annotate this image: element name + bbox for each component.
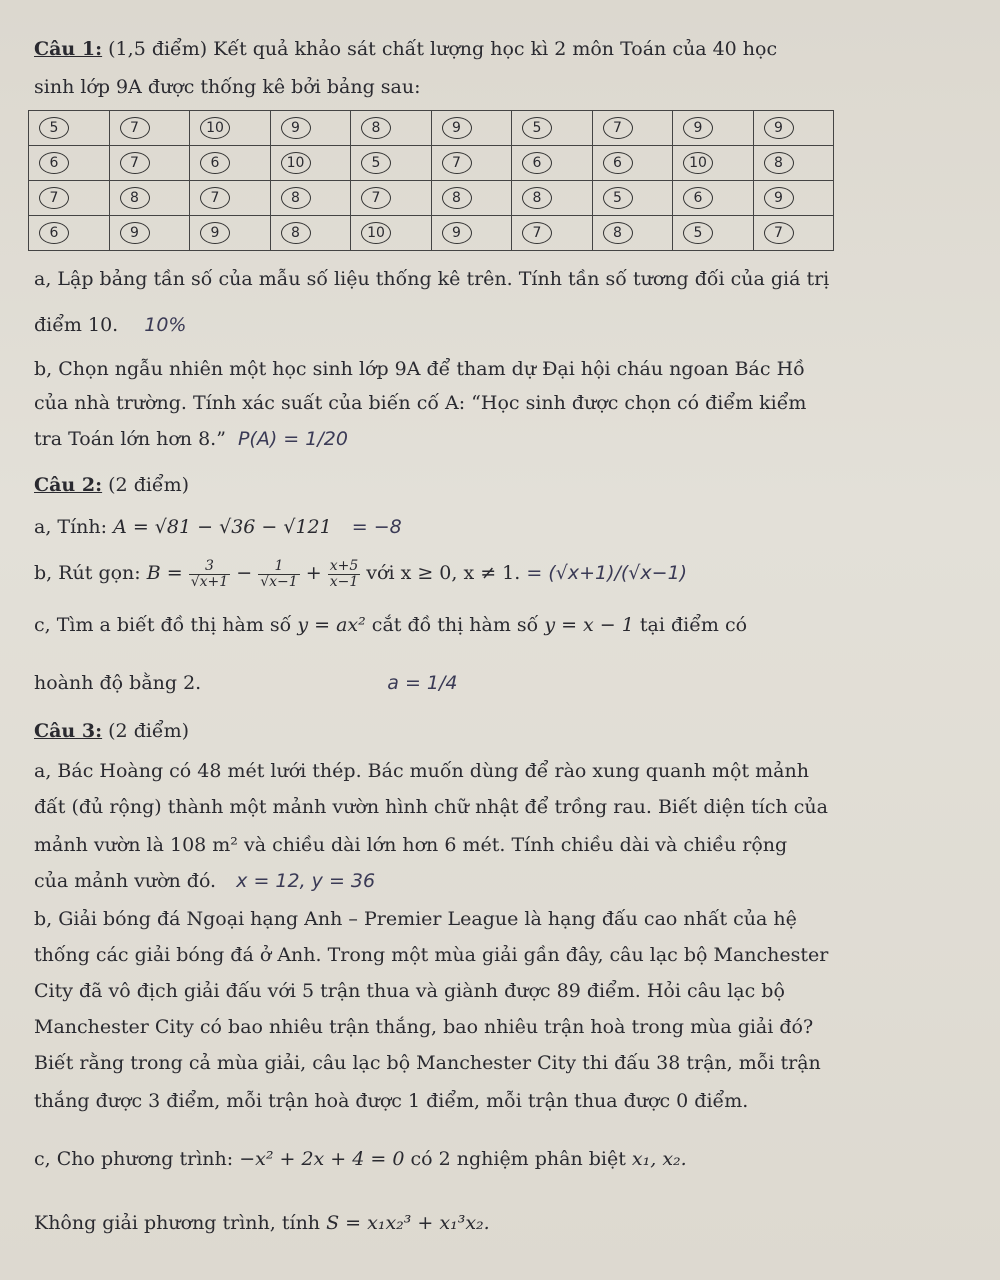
score-cell (673, 111, 754, 146)
circled-score: 8 (281, 187, 311, 209)
score-cell (431, 146, 512, 181)
score-cell (109, 181, 190, 216)
q2-b-f2-den: √x−1 (260, 573, 298, 590)
circled-score: 5 (522, 117, 552, 139)
score-cell (29, 216, 110, 251)
q2-b-f3-num: x+5 (329, 557, 359, 574)
circled-score: 8 (522, 187, 552, 209)
circled-score: 7 (603, 117, 633, 139)
q2-c-expr2: y = x − 1 (544, 614, 634, 636)
q2-c-line1 (34, 612, 747, 638)
score-cell (753, 216, 834, 251)
score-cell (29, 111, 110, 146)
q1-a-line2 (34, 312, 186, 338)
q1-b-line3 (34, 426, 348, 452)
circled-score: 9 (442, 222, 472, 244)
q2-b-label: b, Rút gọn: (34, 562, 147, 584)
q2-a-label: a, Tính: (34, 516, 114, 538)
q2-b-handwritten-answer: = (√x+1)/(√x−1) (526, 562, 688, 584)
circled-score: 7 (200, 187, 230, 209)
score-cell (190, 111, 271, 146)
circled-score: 7 (361, 187, 391, 209)
circled-score: 7 (764, 222, 794, 244)
circled-score: 9 (683, 117, 713, 139)
q2-b-condition: với x ≥ 0, x ≠ 1. (366, 562, 521, 584)
q3-c-line1 (34, 1146, 687, 1172)
circled-score: 6 (683, 187, 713, 209)
q2-b-f3-den: x−1 (329, 573, 359, 590)
circled-score: 6 (39, 152, 69, 174)
circled-score: 8 (120, 187, 150, 209)
q3-b-line4: Manchester City có bao nhiêu trận thắng, bao nhiêu trận hoà trong mùa giải đó? (34, 1016, 814, 1038)
q1-intro-line2: sinh lớp 9A được thống kê bởi bảng sau: (34, 76, 421, 98)
score-cell (351, 111, 432, 146)
score-cell (270, 111, 351, 146)
circled-score: 6 (603, 152, 633, 174)
score-cell (592, 146, 673, 181)
q3-b-line5: Biết rằng trong cả mùa giải, câu lạc bộ Manchester City thi đấu 38 trận, mỗi trận (34, 1052, 821, 1074)
q2-b-lhs: B = (146, 562, 189, 584)
q2-b-fraction-3 (328, 559, 361, 590)
circled-score: 8 (603, 222, 633, 244)
q3-a-line1: a, Bác Hoàng có 48 mét lưới thép. Bác muốn dùng để rào xung quanh một mảnh (34, 760, 809, 782)
q2-c-text-c: tại điểm có (633, 614, 748, 636)
circled-score: 6 (200, 152, 230, 174)
q3-c-text-2: Không giải phương trình, tính (34, 1212, 327, 1234)
circled-score: 8 (361, 117, 391, 139)
score-cell (351, 181, 432, 216)
q2-heading-line (34, 472, 189, 498)
q3-c-text-a: c, Cho phương trình: (34, 1148, 240, 1170)
circled-score: 5 (361, 152, 391, 174)
q3-a-line4 (34, 868, 375, 894)
q2-c-expr1: y = ax² (297, 614, 366, 636)
score-table-row (29, 146, 834, 181)
q2-b-fraction-1 (189, 559, 230, 590)
circled-score: 5 (603, 187, 633, 209)
q3-a-line2: đất (đủ rộng) thành một mảnh vườn hình chữ nhật để trồng rau. Biết diện tích của (34, 796, 828, 818)
q3-c-roots: x₁, x₂. (631, 1148, 687, 1170)
score-cell (673, 146, 754, 181)
score-cell (431, 216, 512, 251)
q2-b-f1-num: 3 (189, 559, 230, 575)
score-cell (592, 216, 673, 251)
score-cell (190, 216, 271, 251)
q1-b-text: tra Toán lớn hơn 8.” (34, 428, 226, 450)
circled-score: 9 (281, 117, 311, 139)
score-cell (190, 181, 271, 216)
circled-score: 10 (683, 152, 713, 174)
score-cell (431, 181, 512, 216)
score-table-row (29, 111, 834, 146)
score-cell (190, 146, 271, 181)
q2-c-text-2: hoành độ bằng 2. (34, 672, 202, 694)
score-cell (753, 181, 834, 216)
score-cell (29, 146, 110, 181)
circled-score: 6 (39, 222, 69, 244)
score-cell (512, 111, 593, 146)
q1-a-line1: a, Lập bảng tần số của mẫu số liệu thống kê trên. Tính tần số tương đối của giá trị (34, 268, 830, 290)
circled-score: 6 (522, 152, 552, 174)
score-cell (673, 181, 754, 216)
score-table (28, 110, 834, 251)
q3-b-line1: b, Giải bóng đá Ngoại hạng Anh – Premier League là hạng đấu cao nhất của hệ (34, 908, 797, 930)
circled-score: 9 (764, 117, 794, 139)
circled-score: 10 (361, 222, 391, 244)
q1-intro-text: (1,5 điểm) Kết quả khảo sát chất lượng học kì 2 môn Toán của 40 học (102, 38, 778, 60)
circled-score: 7 (120, 152, 150, 174)
score-cell (592, 111, 673, 146)
score-cell (512, 146, 593, 181)
score-table-row (29, 216, 834, 251)
score-cell (753, 111, 834, 146)
q2-a-handwritten-answer: = −8 (351, 516, 402, 538)
circled-score: 5 (683, 222, 713, 244)
score-cell (431, 111, 512, 146)
circled-score: 7 (442, 152, 472, 174)
circled-score: 8 (764, 152, 794, 174)
circled-score: 9 (120, 222, 150, 244)
circled-score: 7 (120, 117, 150, 139)
score-cell (512, 181, 593, 216)
q3-c-equation: −x² + 2x + 4 = 0 (239, 1148, 405, 1170)
minus-sign: − (236, 562, 253, 584)
q2-c-handwritten-answer: a = 1/4 (387, 672, 458, 694)
q2-b-line (34, 556, 687, 590)
score-cell (512, 216, 593, 251)
q2-c-text-a: c, Tìm a biết đồ thị hàm số (34, 614, 298, 636)
score-cell (29, 181, 110, 216)
score-cell (351, 146, 432, 181)
q3-c-text-b: có 2 nghiệm phân biệt (404, 1148, 632, 1170)
q2-a-expression: A = √81 − √36 − √121 (113, 516, 332, 538)
plus-sign: + (305, 562, 322, 584)
q3-heading: Câu 3: (34, 720, 103, 742)
q3-b-line6: thắng được 3 điểm, mỗi trận hoà được 1 điểm, mỗi trận thua được 0 điểm. (34, 1090, 749, 1112)
circled-score: 10 (200, 117, 230, 139)
q2-a-line (34, 514, 402, 540)
score-cell (753, 146, 834, 181)
q1-a-text: điểm 10. (34, 314, 119, 336)
q3-b-line3: City đã vô địch giải đấu với 5 trận thua và giành được 89 điểm. Hỏi câu lạc bộ (34, 980, 785, 1002)
q3-a-text: của mảnh vườn đó. (34, 870, 217, 892)
q1-b-line2: của nhà trường. Tính xác suất của biến cố A: “Học sinh được chọn có điểm kiểm (34, 392, 807, 414)
circled-score: 8 (281, 222, 311, 244)
score-cell (351, 216, 432, 251)
q2-points: (2 điểm) (102, 474, 190, 496)
q2-c-line2 (34, 670, 458, 696)
score-cell (270, 181, 351, 216)
q1-b-handwritten-answer: P(A) = 1/20 (237, 428, 348, 450)
q2-b-fraction-2 (258, 559, 299, 590)
q1-heading: Câu 1: (34, 38, 103, 60)
circled-score: 7 (522, 222, 552, 244)
q3-c-expression: S = x₁x₂³ + x₁³x₂. (326, 1212, 490, 1234)
score-cell (673, 216, 754, 251)
q3-c-line2 (34, 1210, 490, 1236)
q3-a-handwritten-answer: x = 12, y = 36 (236, 870, 376, 892)
circled-score: 10 (281, 152, 311, 174)
circled-score: 8 (442, 187, 472, 209)
q2-c-text-b: cắt đồ thị hàm số (365, 614, 545, 636)
score-cell (109, 146, 190, 181)
score-table-row (29, 181, 834, 216)
circled-score: 9 (442, 117, 472, 139)
score-cell (592, 181, 673, 216)
q3-b-line2: thống các giải bóng đá ở Anh. Trong một mùa giải gần đây, câu lạc bộ Manchester (34, 944, 829, 966)
circled-score: 9 (200, 222, 230, 244)
q3-heading-line (34, 718, 189, 744)
q3-a-line3: mảnh vườn là 108 m² và chiều dài lớn hơn 6 mét. Tính chiều dài và chiều rộng (34, 834, 788, 856)
score-cell (270, 146, 351, 181)
q2-b-f2-num: 1 (258, 559, 299, 575)
q1-a-handwritten-answer: 10% (144, 314, 187, 336)
q3-points: (2 điểm) (102, 720, 190, 742)
q2-b-f1-den: √x+1 (190, 573, 229, 590)
q1-intro-line1 (34, 36, 777, 62)
circled-score: 7 (39, 187, 69, 209)
score-cell (270, 216, 351, 251)
circled-score: 9 (764, 187, 794, 209)
score-cell (109, 216, 190, 251)
q1-b-line1: b, Chọn ngẫu nhiên một học sinh lớp 9A để tham dự Đại hội cháu ngoan Bác Hồ (34, 358, 805, 380)
score-cell (109, 111, 190, 146)
circled-score: 5 (39, 117, 69, 139)
q2-heading: Câu 2: (34, 474, 103, 496)
